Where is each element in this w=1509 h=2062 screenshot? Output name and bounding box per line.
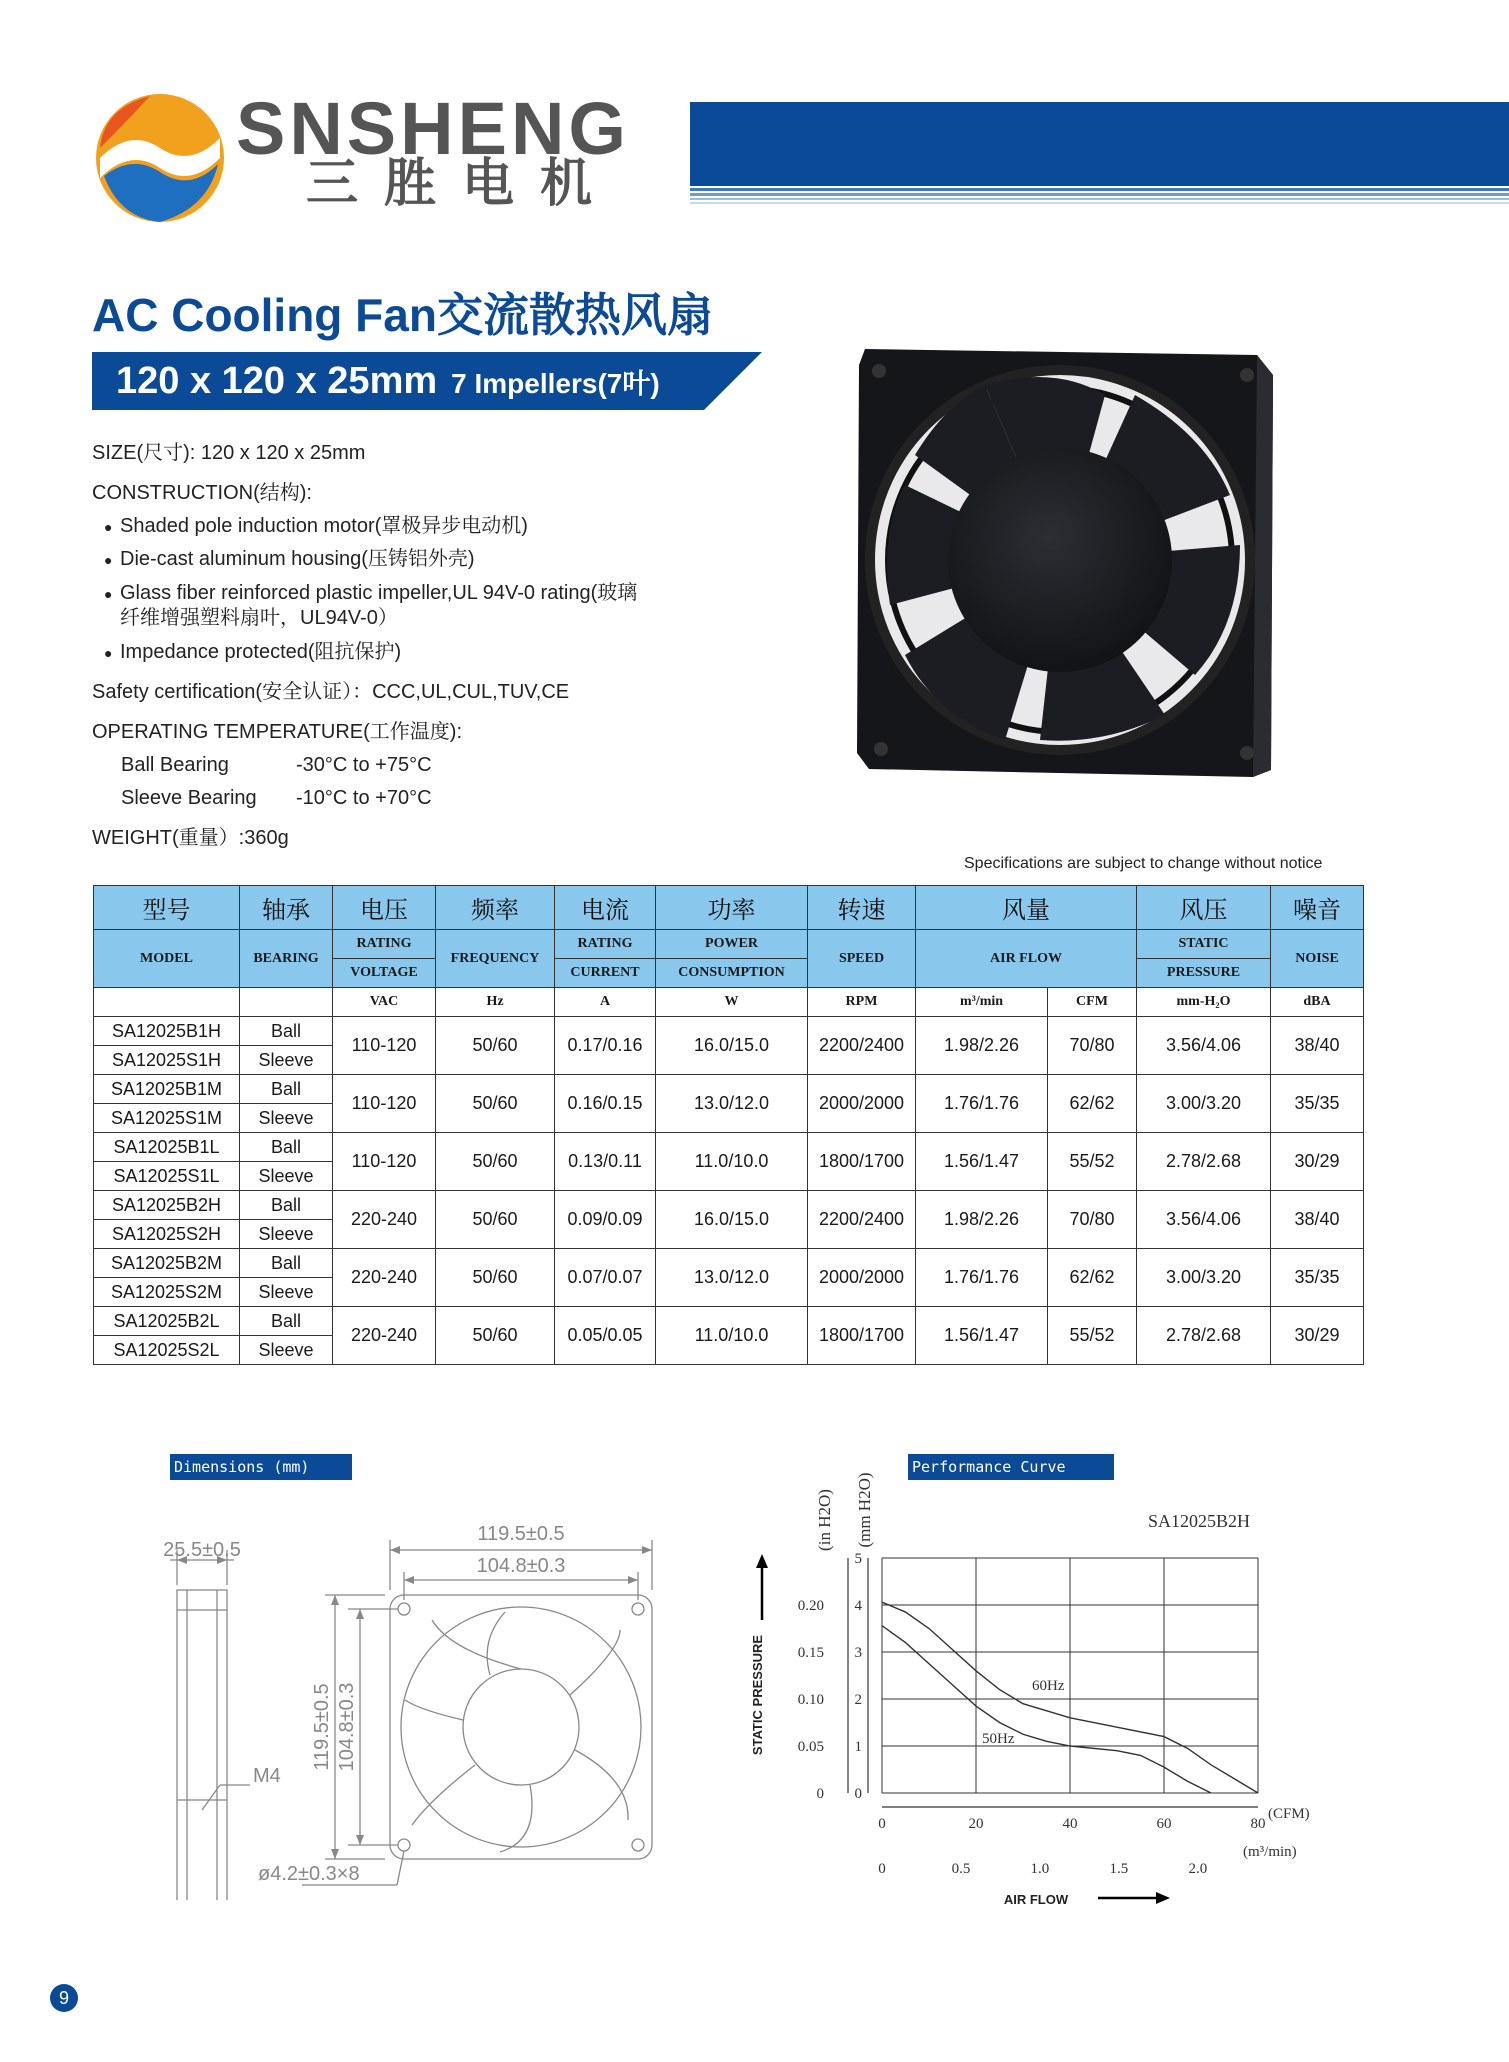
- bearing-cell: Ball: [240, 1307, 333, 1336]
- th-current-en: CURRENT: [555, 959, 656, 988]
- th-frequency-cn: 频率: [436, 886, 555, 930]
- pressure-cell: 3.00/3.20: [1137, 1075, 1271, 1133]
- y-tick-label: 3: [854, 1645, 862, 1661]
- header-banner: [690, 102, 1509, 212]
- voltage-cell: 110-120: [333, 1133, 436, 1191]
- x2-tick-label: 0.5: [951, 1861, 971, 1877]
- airflow-cfm-cell: 62/62: [1048, 1249, 1137, 1307]
- th-airflow-en: AIR FLOW: [916, 930, 1137, 988]
- th-pressure-en: PRESSURE: [1137, 959, 1271, 988]
- dim-outer-height: 119.5±0.5: [311, 1683, 333, 1771]
- y-unit-mm: (mm H2O): [855, 1472, 874, 1548]
- subtitle: [116, 358, 660, 412]
- label-60hz: 60Hz: [1032, 1678, 1065, 1694]
- model-cell: SA12025S1H: [94, 1046, 240, 1075]
- model-cell: SA12025B2H: [94, 1191, 240, 1220]
- dim-hole-dia: ø4.2±0.3×8: [258, 1863, 360, 1885]
- model-cell: SA12025B2M: [94, 1249, 240, 1278]
- subtitle-impellers: 7 Impellers(7叶): [451, 368, 660, 399]
- voltage-cell: 220-240: [333, 1191, 436, 1249]
- brand-name-cn: 三胜电机: [306, 155, 619, 213]
- table-row: [94, 1017, 1364, 1046]
- series-line-50hz: [882, 1626, 1211, 1793]
- spec-sleeve-label: Sleeve Bearing: [121, 787, 257, 809]
- pressure-cell: 3.56/4.06: [1137, 1017, 1271, 1075]
- unit-vac: VAC: [333, 988, 436, 1017]
- dimension-drawing: [150, 1480, 670, 1900]
- airflow-m3-cell: 1.98/2.26: [916, 1017, 1048, 1075]
- voltage-cell: 220-240: [333, 1307, 436, 1365]
- y-tick-label: 4: [854, 1598, 862, 1614]
- spec-construction: CONSTRUCTION(结构):: [92, 482, 312, 504]
- th-power-cn: 功率: [656, 886, 808, 930]
- bearing-cell: Sleeve: [240, 1220, 333, 1249]
- bearing-cell: Ball: [240, 1133, 333, 1162]
- brand-name-en: SNSHENG: [236, 87, 630, 170]
- voltage-cell: 110-120: [333, 1075, 436, 1133]
- dim-screw: M4: [253, 1765, 281, 1787]
- th-current-cn: 电流: [555, 886, 656, 930]
- y2-tick-label: 0.05: [797, 1739, 824, 1755]
- th-noise-cn: 噪音: [1271, 886, 1364, 930]
- unit-mmh2o: mm-H₂O: [1137, 988, 1271, 1017]
- performance-chart: [740, 1460, 1340, 1920]
- y-tick-label: 5: [854, 1551, 862, 1567]
- spec-op-temp: OPERATING TEMPERATURE(工作温度):: [92, 721, 463, 743]
- pressure-cell: 3.56/4.06: [1137, 1191, 1271, 1249]
- spec-ball-label: Ball Bearing: [121, 754, 229, 776]
- spec-weight: WEIGHT(重量）:360g: [92, 827, 289, 849]
- speed-cell: 1800/1700: [808, 1133, 916, 1191]
- model-cell: SA12025S1M: [94, 1104, 240, 1133]
- th-speed-cn: 转速: [808, 886, 916, 930]
- th-model-en: MODEL: [94, 930, 240, 988]
- speed-cell: 1800/1700: [808, 1307, 916, 1365]
- th-voltage-en: VOLTAGE: [333, 959, 436, 988]
- y-axis-label: STATIC PRESSURE: [750, 1634, 765, 1756]
- spec-size: SIZE(尺寸): 120 x 120 x 25mm: [92, 442, 366, 464]
- y2-tick-label: 0.10: [797, 1692, 824, 1708]
- noise-cell: 38/40: [1271, 1191, 1364, 1249]
- y-unit-in: (in H2O): [815, 1489, 834, 1551]
- x-unit-cfm: (CFM): [1268, 1806, 1310, 1822]
- noise-cell: 35/35: [1271, 1075, 1364, 1133]
- pressure-cell: 3.00/3.20: [1137, 1249, 1271, 1307]
- speed-cell: 2000/2000: [808, 1249, 916, 1307]
- unit-w: W: [656, 988, 808, 1017]
- y2-tick-label: 0.15: [797, 1645, 824, 1661]
- spec-bullet-3: ● Glass fiber reinforced plastic impeller,UL 94V-0 rating(玻璃: [120, 581, 637, 605]
- y2-tick-label: 0.20: [797, 1598, 824, 1614]
- model-cell: SA12025S2H: [94, 1220, 240, 1249]
- power-cell: 11.0/10.0: [656, 1133, 808, 1191]
- unit-rpm: RPM: [808, 988, 916, 1017]
- bearing-cell: Sleeve: [240, 1278, 333, 1307]
- bearing-cell: Sleeve: [240, 1046, 333, 1075]
- x-tick-label: 0: [878, 1816, 886, 1832]
- chart-model: SA12025B2H: [1148, 1511, 1251, 1531]
- bearing-cell: Ball: [240, 1017, 333, 1046]
- y-tick-label: 1: [854, 1739, 862, 1755]
- bearing-cell: Sleeve: [240, 1104, 333, 1133]
- table-row: [94, 1133, 1364, 1162]
- spec-bullet-4: ● Impedance protected(阻抗保护): [120, 640, 401, 664]
- spec-bullet-2: ● Die-cast aluminum housing(压铸铝外壳): [120, 547, 475, 571]
- dim-outer-width: 119.5±0.5: [477, 1523, 565, 1545]
- fan-photo: [855, 345, 1275, 780]
- table-row: [94, 1191, 1364, 1220]
- frequency-cell: 50/60: [436, 1017, 555, 1075]
- noise-cell: 30/29: [1271, 1307, 1364, 1365]
- airflow-m3-cell: 1.76/1.76: [916, 1075, 1048, 1133]
- th-consumption-en: CONSUMPTION: [656, 959, 808, 988]
- th-airflow-cn: 风量: [916, 886, 1137, 930]
- dim-hole-height: 104.8±0.3: [336, 1682, 358, 1772]
- spec-ball-range: -30°C to +75°C: [296, 754, 432, 776]
- current-cell: 0.07/0.07: [555, 1249, 656, 1307]
- noise-cell: 35/35: [1271, 1249, 1364, 1307]
- th-noise-en: NOISE: [1271, 930, 1364, 988]
- y2-tick-label: 0: [816, 1786, 824, 1802]
- performance-tag: Performance Curve: [908, 1454, 1114, 1480]
- x-tick-label: 60: [1156, 1816, 1172, 1832]
- model-cell: SA12025S2L: [94, 1336, 240, 1365]
- power-cell: 16.0/15.0: [656, 1017, 808, 1075]
- x2-tick-label: 1.0: [1030, 1861, 1050, 1877]
- table-body: [94, 1017, 1364, 1365]
- th-static-en: STATIC: [1137, 930, 1271, 959]
- x-axis-label: AIR FLOW: [1003, 1892, 1069, 1907]
- table-row: [94, 1075, 1364, 1104]
- voltage-cell: 220-240: [333, 1249, 436, 1307]
- th-voltage-cn: 电压: [333, 886, 436, 930]
- table-row: [94, 1249, 1364, 1278]
- speed-cell: 2000/2000: [808, 1075, 916, 1133]
- table-row: [94, 1307, 1364, 1336]
- sansheng-logo: [90, 88, 230, 228]
- unit-m3: m³/min: [916, 988, 1048, 1017]
- noise-cell: 38/40: [1271, 1017, 1364, 1075]
- model-cell: SA12025S1L: [94, 1162, 240, 1191]
- power-cell: 16.0/15.0: [656, 1191, 808, 1249]
- dim-hole-width: 104.8±0.3: [476, 1555, 566, 1577]
- bearing-cell: Sleeve: [240, 1336, 333, 1365]
- model-cell: SA12025S2M: [94, 1278, 240, 1307]
- spec-safety: Safety certification(安全认证）：CCC,UL,CUL,TUV,CE: [92, 681, 570, 703]
- page-title: AC Cooling Fan交流散热风扇: [92, 289, 713, 341]
- pressure-cell: 2.78/2.68: [1137, 1307, 1271, 1365]
- frequency-cell: 50/60: [436, 1191, 555, 1249]
- label-50hz: 50Hz: [982, 1731, 1015, 1747]
- current-cell: 0.16/0.15: [555, 1075, 656, 1133]
- x2-tick-label: 0: [878, 1861, 886, 1877]
- x-tick-label: 40: [1062, 1816, 1078, 1832]
- th-current-rating: RATING: [555, 930, 656, 959]
- spec-bullet-3-cont: 纤维增强塑料扇叶，UL94V-0）: [120, 607, 398, 629]
- th-bearing-en: BEARING: [240, 930, 333, 988]
- th-frequency-en: FREQUENCY: [436, 930, 555, 988]
- bearing-cell: Ball: [240, 1075, 333, 1104]
- th-voltage-rating: RATING: [333, 930, 436, 959]
- model-cell: SA12025B1H: [94, 1017, 240, 1046]
- page-number: 9: [50, 1984, 78, 2012]
- dim-depth: 25.5±0.5: [163, 1539, 241, 1561]
- airflow-cfm-cell: 70/80: [1048, 1017, 1137, 1075]
- current-cell: 0.13/0.11: [555, 1133, 656, 1191]
- spec-notice: Specifications are subject to change without notice: [964, 855, 1323, 872]
- frequency-cell: 50/60: [436, 1249, 555, 1307]
- th-power-en: POWER: [656, 930, 808, 959]
- speed-cell: 2200/2400: [808, 1191, 916, 1249]
- model-cell: SA12025B2L: [94, 1307, 240, 1336]
- x-unit-m3: (m³/min): [1243, 1844, 1297, 1860]
- subtitle-size: 120 x 120 x 25mm: [116, 360, 438, 402]
- current-cell: 0.09/0.09: [555, 1191, 656, 1249]
- power-cell: 11.0/10.0: [656, 1307, 808, 1365]
- current-cell: 0.17/0.16: [555, 1017, 656, 1075]
- x-tick-label: 20: [968, 1816, 984, 1832]
- th-model-cn: 型号: [94, 886, 240, 930]
- frequency-cell: 50/60: [436, 1133, 555, 1191]
- airflow-m3-cell: 1.98/2.26: [916, 1191, 1048, 1249]
- th-bearing-cn: 轴承: [240, 886, 333, 930]
- airflow-cfm-cell: 55/52: [1048, 1133, 1137, 1191]
- th-pressure-cn: 风压: [1137, 886, 1271, 930]
- airflow-m3-cell: 1.56/1.47: [916, 1133, 1048, 1191]
- x2-tick-label: 1.5: [1109, 1861, 1129, 1877]
- current-cell: 0.05/0.05: [555, 1307, 656, 1365]
- bearing-cell: Ball: [240, 1249, 333, 1278]
- speed-cell: 2200/2400: [808, 1017, 916, 1075]
- airflow-cfm-cell: 62/62: [1048, 1075, 1137, 1133]
- voltage-cell: 110-120: [333, 1017, 436, 1075]
- noise-cell: 30/29: [1271, 1133, 1364, 1191]
- airflow-m3-cell: 1.56/1.47: [916, 1307, 1048, 1365]
- model-cell: SA12025B1M: [94, 1075, 240, 1104]
- y-tick-label: 0: [854, 1786, 862, 1802]
- spec-table: [93, 885, 1364, 1365]
- th-speed-en: SPEED: [808, 930, 916, 988]
- x-tick-label: 80: [1250, 1816, 1266, 1832]
- power-cell: 13.0/12.0: [656, 1249, 808, 1307]
- power-cell: 13.0/12.0: [656, 1075, 808, 1133]
- unit-dba: dBA: [1271, 988, 1364, 1017]
- spec-sleeve-range: -10°C to +70°C: [296, 787, 432, 809]
- dimensions-tag: Dimensions (mm): [170, 1454, 352, 1480]
- model-cell: SA12025B1L: [94, 1133, 240, 1162]
- unit-a: A: [555, 988, 656, 1017]
- frequency-cell: 50/60: [436, 1075, 555, 1133]
- unit-cfm: CFM: [1048, 988, 1137, 1017]
- spec-bullet-1: ● Shaded pole induction motor(罩极异步电动机): [120, 514, 528, 538]
- y-tick-label: 2: [854, 1692, 862, 1708]
- frequency-cell: 50/60: [436, 1307, 555, 1365]
- airflow-cfm-cell: 70/80: [1048, 1191, 1137, 1249]
- x2-tick-label: 2.0: [1188, 1861, 1208, 1877]
- pressure-cell: 2.78/2.68: [1137, 1133, 1271, 1191]
- airflow-m3-cell: 1.76/1.76: [916, 1249, 1048, 1307]
- bearing-cell: Sleeve: [240, 1162, 333, 1191]
- bearing-cell: Ball: [240, 1191, 333, 1220]
- airflow-cfm-cell: 55/52: [1048, 1307, 1137, 1365]
- unit-hz: Hz: [436, 988, 555, 1017]
